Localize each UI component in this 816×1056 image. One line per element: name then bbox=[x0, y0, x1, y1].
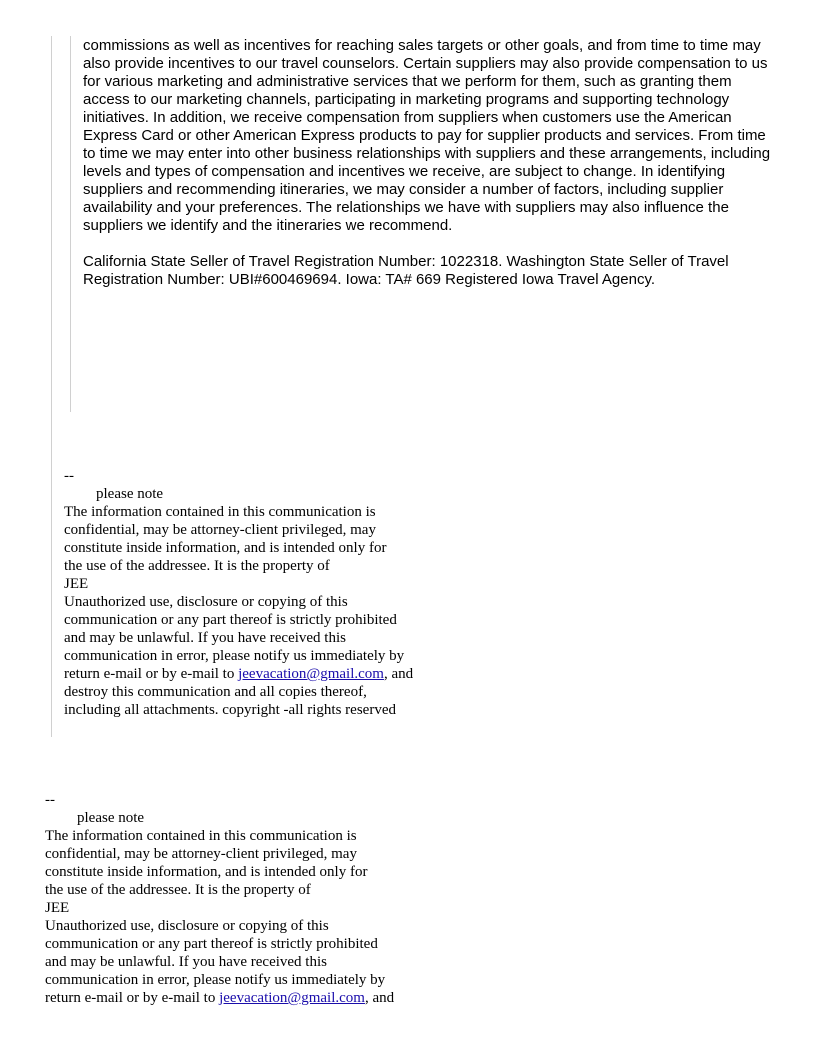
email-link[interactable]: jeevacation@gmail.com bbox=[219, 990, 365, 1006]
signature-line bbox=[45, 989, 394, 1007]
signature-line: the use of the addressee. It is the property of bbox=[45, 882, 311, 898]
signature-line: and may be unlawful. If you have received this bbox=[64, 630, 346, 646]
signature-line: constitute inside information, and is intended only for bbox=[64, 540, 387, 556]
signature-line: Unauthorized use, disclosure or copying of this bbox=[45, 918, 329, 934]
signature-line: communication or any part thereof is strictly prohibited bbox=[45, 936, 378, 952]
signature-line: communication or any part thereof is strictly prohibited bbox=[64, 612, 397, 628]
disclosure-paragraph: commissions as well as incentives for reaching sales targets or other goals, and from time to time may also provide incentives to our travel counselors. Certain suppliers may also provide compensation to us for various marketing and administrative services that we perform for them, such as granting them access to our marketing channels, participating in marketing programs and supporting technology initiatives. In addition, we receive compensation from suppliers when customers use the American Express Card or other American Express products to pay for supplier products and services. From time to time we may enter into other business relationships with suppliers and these arrangements, including levels and types of compensation and incentives we receive, are subject to change. In identifying suppliers and recommending itineraries, we may consider a number of factors, including supplier availability and your preferences. The relationships we have with suppliers may also influence the suppliers we identify and the itineraries we recommend. bbox=[83, 37, 771, 234]
signature-line bbox=[64, 665, 413, 683]
quoted-signature-block bbox=[64, 467, 413, 719]
signature-line: The information contained in this communication is bbox=[64, 504, 376, 520]
signature-line: including all attachments. copyright -all rights reserved bbox=[64, 702, 396, 718]
signature-line: the use of the addressee. It is the property of bbox=[64, 558, 330, 574]
signature-heading: please note bbox=[77, 810, 145, 826]
signature-line: Unauthorized use, disclosure or copying of this bbox=[64, 594, 348, 610]
signature-text: return e-mail or by e-mail to bbox=[45, 990, 220, 1006]
signature-line: confidential, may be attorney-client privileged, may bbox=[64, 522, 376, 538]
signature-heading: please note bbox=[96, 486, 164, 502]
email-link[interactable]: jeevacation@gmail.com bbox=[238, 666, 384, 682]
signature-line: and may be unlawful. If you have received this bbox=[45, 954, 327, 970]
signature-line: constitute inside information, and is intended only for bbox=[45, 864, 368, 880]
signature-line: destroy this communication and all copies thereof, bbox=[64, 684, 367, 700]
signature-text: return e-mail or by e-mail to bbox=[64, 666, 239, 682]
signature-line: JEE bbox=[45, 900, 70, 916]
signature-line: communication in error, please notify us immediately by bbox=[45, 972, 386, 988]
signature-block bbox=[45, 791, 394, 1007]
signature-line: The information contained in this communication is bbox=[45, 828, 357, 844]
registration-paragraph: California State Seller of Travel Registration Number: 1022318. Washington State Seller of Travel Registration Number: UBI#600469694. Iowa: TA# 669 Registered Iowa Travel Agency. bbox=[83, 253, 729, 288]
quoted-message-body bbox=[83, 37, 773, 289]
signature-separator: -- bbox=[45, 792, 55, 808]
signature-text: , and bbox=[364, 990, 395, 1006]
inner-quote-bar bbox=[70, 36, 71, 412]
signature-text: , and bbox=[383, 666, 414, 682]
signature-line: confidential, may be attorney-client privileged, may bbox=[45, 846, 357, 862]
outer-quote-bar bbox=[51, 36, 52, 737]
signature-line: JEE bbox=[64, 576, 89, 592]
signature-separator: -- bbox=[64, 468, 74, 484]
signature-line: communication in error, please notify us immediately by bbox=[64, 648, 405, 664]
